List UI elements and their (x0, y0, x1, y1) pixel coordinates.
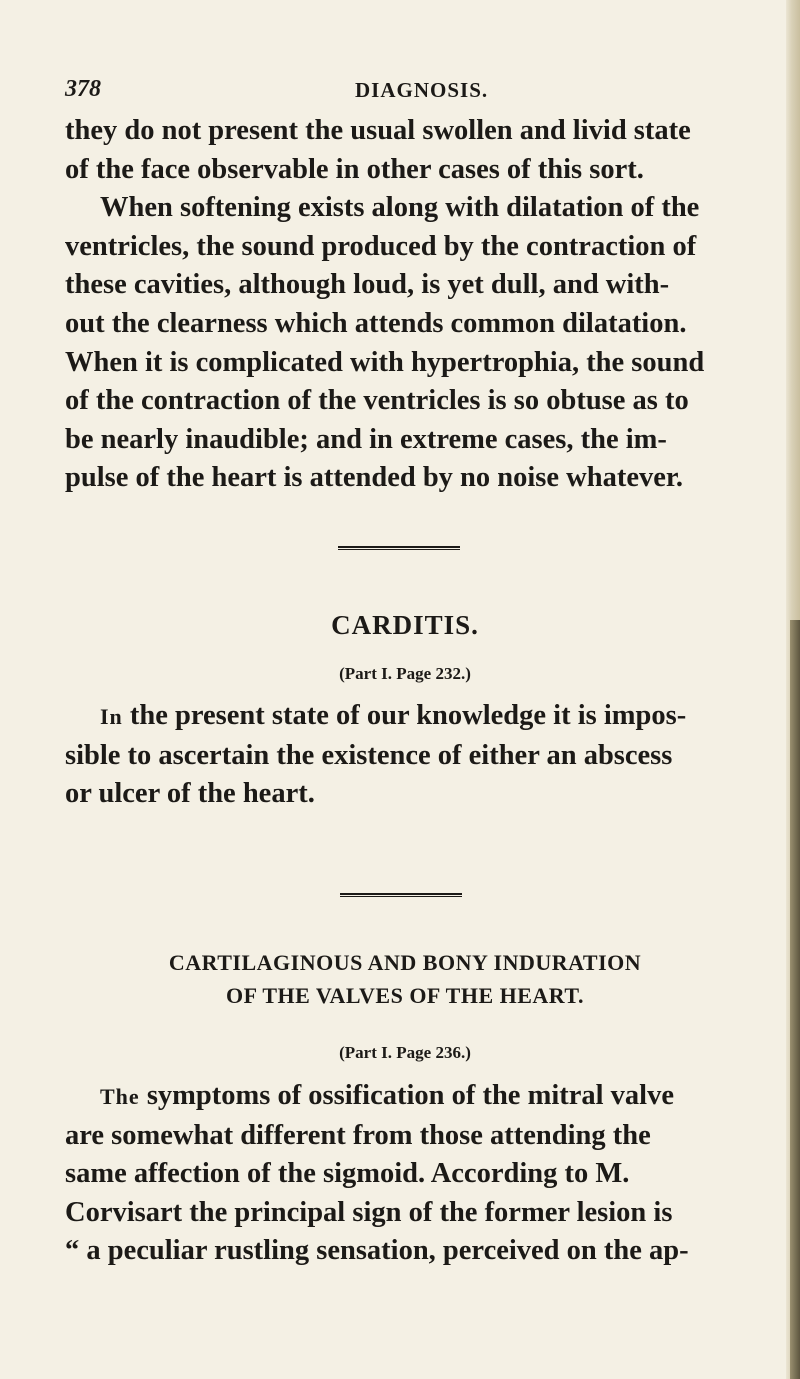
text-line: sible to ascertain the existence of either an abscess (65, 739, 673, 771)
section-reference: (Part I. Page 232.) (339, 664, 471, 683)
text-line: or ulcer of the heart. (65, 778, 315, 810)
text-line (65, 1077, 745, 1117)
text-line: out the clearness which attends common dilatation. (65, 307, 687, 339)
text-line: they do not present the usual swollen and livid state (65, 115, 691, 146)
text-line-body: symptoms of ossification of the mitral valve (146, 1080, 674, 1111)
text-line: these cavities, although loud, is yet dull, and with- (65, 269, 670, 301)
lead-word: In (100, 704, 123, 729)
section-heading-carditis: CARDITIS. (331, 610, 479, 640)
text-line: “ a peculiar rustling sensation, perceived on the ap- (65, 1235, 689, 1267)
running-title: DIAGNOSIS. (355, 78, 489, 102)
page-number: 378 (65, 76, 101, 102)
section-divider (338, 546, 460, 550)
text-line: of the contraction of the ventricles is so obtuse as to (65, 385, 689, 417)
section-heading-induration (65, 946, 745, 1012)
paragraph-carditis (65, 697, 745, 814)
text-line: of the face observable in other cases of this sort. (65, 153, 644, 185)
binding-shadow (790, 620, 800, 1379)
section-reference: (Part I. Page 236.) (339, 1043, 471, 1062)
text-line: When softening exists along with dilatation of the (100, 192, 700, 224)
text-line: When it is complicated with hypertrophia, the sound (65, 346, 705, 378)
paragraph-induration (65, 1077, 745, 1271)
text-line-body: the present state of our knowledge it is impos- (129, 700, 687, 731)
text-line: Corvisart the principal sign of the former lesion is (65, 1196, 673, 1228)
lead-word: The (100, 1084, 140, 1109)
heading-line: OF THE VALVES OF THE HEART. (226, 983, 584, 1008)
text-line: be nearly inaudible; and in extreme cases, the im- (65, 423, 667, 455)
text-line: are somewhat different from those attending the (65, 1119, 651, 1151)
text-line (65, 697, 745, 737)
text-line: ventricles, the sound produced by the contraction of (65, 230, 697, 262)
running-head (65, 76, 735, 106)
text-line: same affection of the sigmoid. According to M. (65, 1158, 630, 1190)
text-line: pulse of the heart is attended by no noise whatever. (65, 462, 684, 494)
heading-line: CARTILAGINOUS AND BONY INDURATION (168, 950, 642, 975)
section-divider (340, 893, 462, 897)
paragraph-continued (65, 112, 745, 498)
